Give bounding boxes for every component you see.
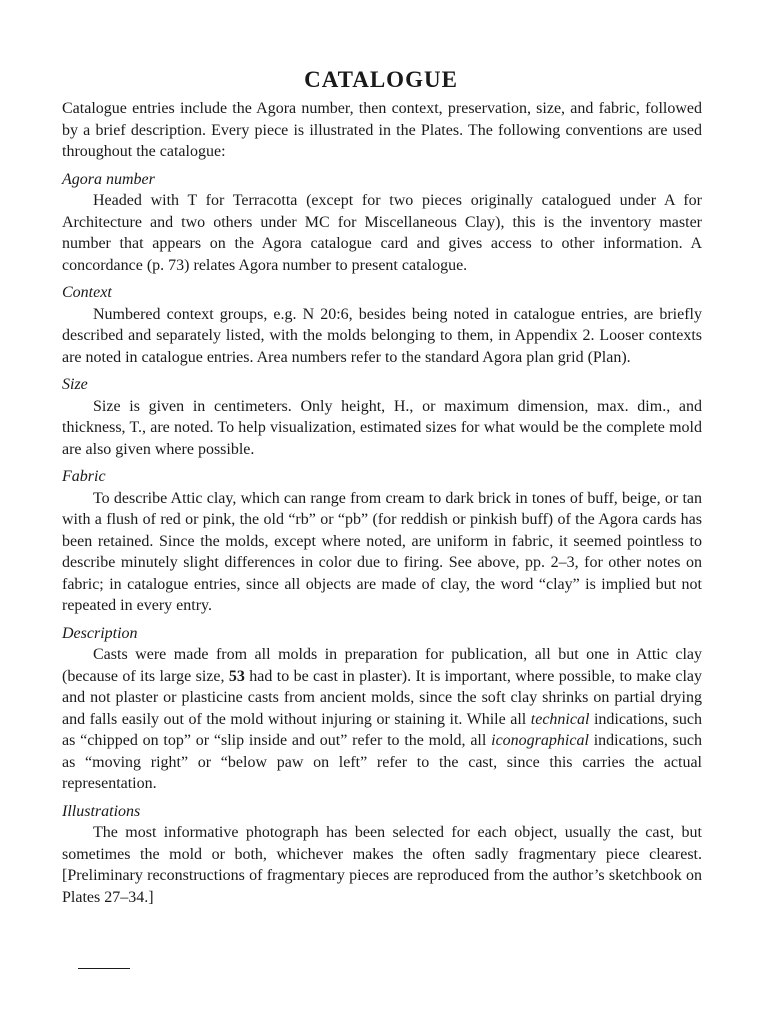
section-heading: Illustrations [62, 802, 141, 820]
italic-term: technical [530, 710, 590, 728]
intro-paragraph: Catalogue entries include the Agora number, then context, preservation, size, and fabric, followed by a brief description. Every piece is illustrated in the Plates. The following conventions are used throughout the catalogue: [62, 100, 702, 160]
section-fabric [62, 466, 702, 617]
section-heading: Description [62, 624, 138, 642]
italic-term: iconographical [491, 732, 589, 749]
section-text: The most informative photograph has been selected for each object, usually the cast, but sometimes the mold or both, whichever makes the often sadly fragmentary piece clearest. [Preliminary reconstructions of fragmentary pieces are reproduced from the author’s sketchbook on Plates 27–34.] [62, 824, 702, 906]
section-text [62, 644, 702, 795]
text-run: had to be cast in plaster). It is important, where possible, to make clay and not plaster or plasticine casts from ancient molds, since the soft clay shrinks on partial drying and falls easily out of the mold without injuring or staining it. While all [62, 667, 703, 728]
section-description [62, 623, 702, 795]
section-heading: Size [62, 376, 88, 393]
catalogue-number-ref: 53 [228, 667, 245, 685]
section-context [62, 282, 702, 368]
section-text: To describe Attic clay, which can range from cream to dark brick in tones of buff, beige, or tan with a flush of red or pink, the old “rb” or “pb” (for reddish or pinkish buff) of the Agora cards has been retained. Since the molds, except where noted, are uniform in fabric, it seemed pointless to describe minutely slight differences in color due to firing. See above, pp. 2–3, for other notes on fabric; in catalogue entries, since all objects are made of clay, the word “clay” is implied but not repeated in every entry. [62, 489, 702, 614]
text-run: Casts were made from all molds in preparation for publication, all but one in Attic clay (because of its large size, [62, 646, 702, 685]
section-text: Size is given in centimeters. Only height, H., or maximum dimension, max. dim., and thickness, T., are noted. To help visualization, estimated sizes for what would be the complete mold are also given where possible. [62, 397, 702, 458]
section-heading: Context [62, 284, 112, 301]
section-text: Numbered context groups, e.g. N 20:6, besides being noted in catalogue entries, are briefly described and separately listed, with the molds belonging to them, in Appendix 2. Looser contexts are noted in catalogue entries. Area numbers refer to the standard Agora plan grid (Plan). [62, 305, 702, 366]
text-run: indications, such as “chipped on top” or “slip inside and out” refer to the mold, all [62, 710, 703, 749]
catalogue-body [62, 98, 702, 914]
text-run: indications, such as “moving right” or “below paw on left” refer to the cast, since this carries the actual representation. [62, 732, 703, 792]
page-title: CATALOGUE [304, 67, 458, 93]
section-heading: Agora number [62, 170, 155, 188]
section-size [62, 374, 702, 460]
footnote-separator [78, 968, 130, 969]
section-agora-number [62, 169, 702, 277]
section-text: Headed with T for Terracotta (except for two pieces originally catalogued under A for Architecture and two others under MC for Miscellaneous Clay), this is the inventory master number that appears on the Agora catalogue card and gives access to other information. A concordance (p. 73) relates Agora number to present catalogue. [62, 192, 702, 274]
section-heading: Fabric [62, 468, 106, 485]
section-illustrations [62, 801, 702, 909]
